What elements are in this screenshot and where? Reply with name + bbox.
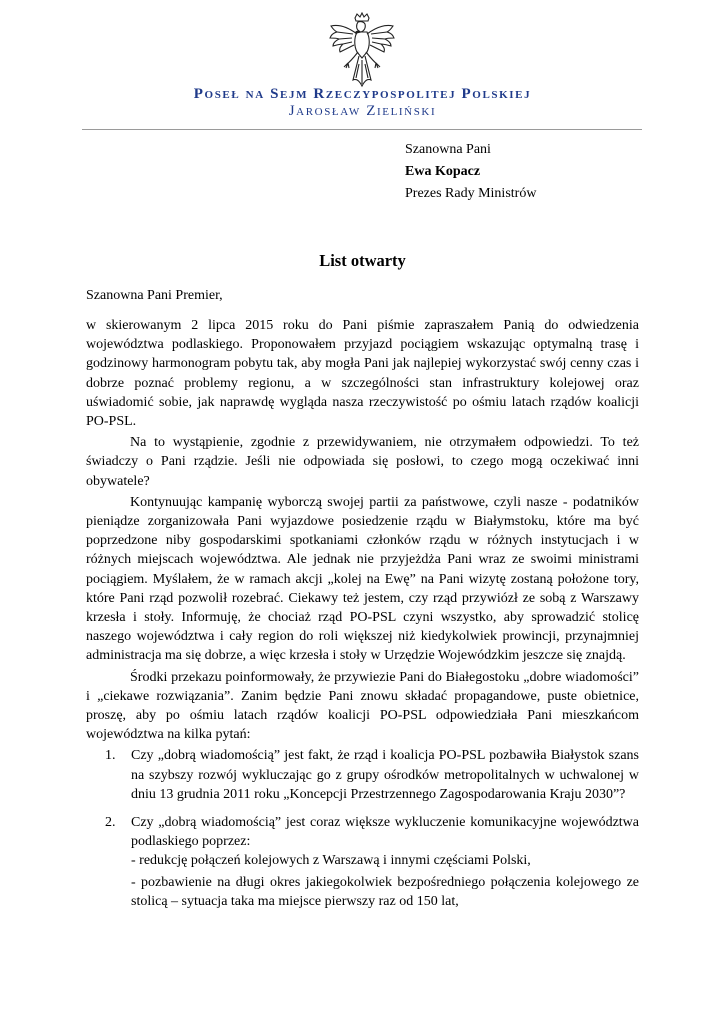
letter-body bbox=[86, 316, 639, 913]
header-divider bbox=[82, 129, 642, 130]
list-item bbox=[86, 813, 639, 851]
letter-greeting: Szanowna Pani Premier, bbox=[86, 288, 223, 303]
recipient-salutation: Szanowna Pani bbox=[405, 142, 491, 157]
header-title-line2: Jarosław Zieliński bbox=[288, 103, 437, 119]
paragraph: w skierowanym 2 lipca 2015 roku do Pani piśmie zapraszałem Panią do odwiedzenia województwa podlaskiego. Proponowałem przyjazd pociągiem wskazując optymalną trasę i godzinowy harmonogram pobytu tak, aby mogła Pani jak najlepiej wykorzystać swój cenny czas i dobrze poznać problemy regionu, a w szczególności stan infrastruktury kolejowej oraz uświadomić sobie, jak naprawdę wygląda nasza rzeczywistość po ośmiu latach rządów koalicji PO-PSL. bbox=[86, 318, 639, 430]
sub-item: - redukcję połączeń kolejowych z Warszawą i innymi częściami Polski, bbox=[131, 853, 531, 869]
paragraph: Środki przekazu poinformowały, że przywiezie Pani do Białegostoku „dobre wiadomości” i „ciekawe rozwiązania”. Zanim będzie Pani znowu składać propagandowe, puste obietnice, proszę, aby po ośmiu latach rządów koalicji PO-PSL odpowiedziała Pani mieszkańcom województwa na kilka pytań: bbox=[86, 669, 639, 743]
sub-item: - pozbawienie na długi okres jakiegokolwiek bezpośredniego połączenia kolejowego ze stolicą – sytuacja taka ma miejsce pierwszy raz od 150 lat, bbox=[131, 874, 639, 909]
list-number: 1. bbox=[105, 748, 116, 764]
paragraph: Na to wystąpienie, zgodnie z przewidywaniem, nie otrzymałem odpowiedzi. To też świadczy o Pani rządzie. Jeśli nie odpowiada się posłowi, to czego mogą oczekiwać inni obywatele? bbox=[86, 435, 639, 489]
paragraph: Kontynuując kampanię wyborczą swojej partii za państwowe, czyli nasze - podatników pieniądze zorganizowała Pani wyjazdowe posiedzenie rządu w Białymstoku, które ma być poprzedzone niby gospodarskimi spotkaniami członków rządu w różnych instytucjach i w różnych miejscach województwa. Ale jednak nie przyjeżdża Pani wraz ze swoimi ministrami pociągiem. Myślałem, że w ramach akcji „kolej na Ewę” na Pani wizytę zostaną położone tory, które Pani rząd pozwolił rozebrać. Ciekawy też jestem, czy rząd przywiózł ze sobą z Warszawy krzesła i stoły. Informuję, że chociaż rząd PO-PSL czyni wszystko, aby sprowadzić stolicę naszego województwa i cały region do roli większej niż kiedykolwiek prowincji, przynajmniej administracja ma się dobrze, a więc krzesła i stoły w Urzędzie Wojewódzkim jeszcze się znajdą. bbox=[86, 494, 639, 664]
recipient-block bbox=[405, 139, 536, 205]
polish-eagle-emblem-icon bbox=[327, 12, 397, 88]
header-title-line1: Poseł na Sejm Rzeczypospolitej Polskiej bbox=[193, 86, 532, 102]
recipient-name: Ewa Kopacz bbox=[405, 164, 481, 179]
letter-title: List otwarty bbox=[319, 251, 406, 270]
list-item-text: Czy „dobrą wiadomością” jest coraz większe wykluczenie komunikacyjne województwa podlaskiego poprzez: bbox=[131, 815, 639, 850]
list-number: 2. bbox=[105, 815, 116, 831]
list-item-text: Czy „dobrą wiadomością” jest fakt, że rząd i koalicja PO-PSL pozbawiła Białystok szans na szybszy rozwój wykluczając go z grupy ośrodków metropolitalnych w uchwalonej w dniu 13 grudnia 2011 roku „Koncepcji Przestrzennego Zagospodarowania Kraju 2030”? bbox=[131, 748, 639, 802]
recipient-position: Prezes Rady Ministrów bbox=[405, 186, 537, 201]
list-item bbox=[86, 746, 639, 804]
